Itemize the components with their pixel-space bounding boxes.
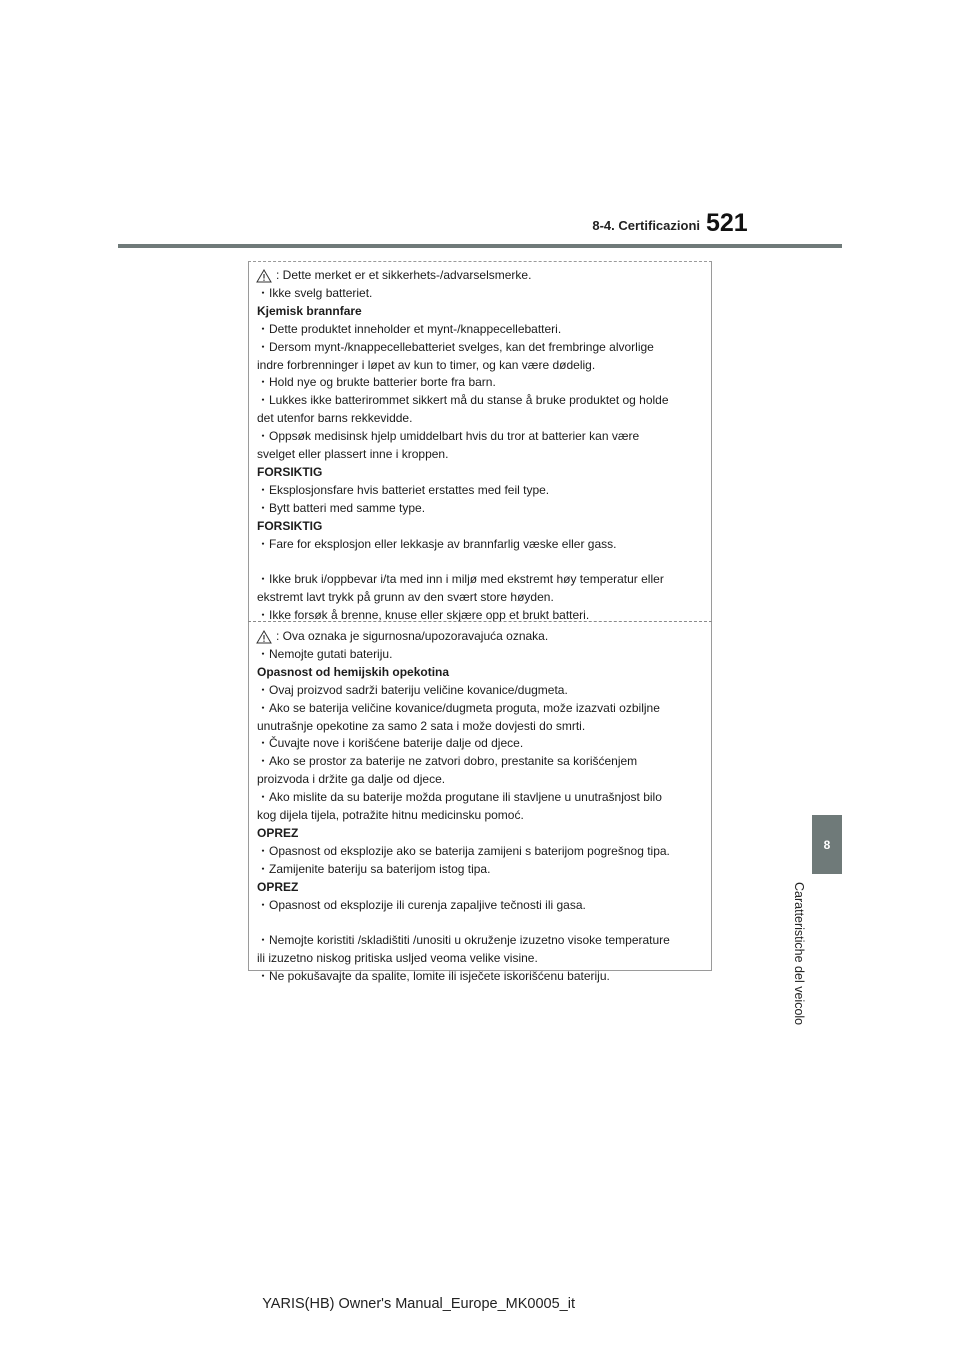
warning-triangle-icon <box>256 269 272 283</box>
notice-line: ・Dersom mynt-/knappecellebatteriet svelges, kan det frembringe alvorlige <box>257 339 654 354</box>
header-section-title: 8-4. Certificazioni <box>592 218 700 233</box>
notice-line: ili izuzetno niskog pritiska usljed veoma velike visine. <box>257 951 538 966</box>
notice-line: ・Ne pokušavajte da spalite, lomite ili isječete iskorišćenu bateriju. <box>257 969 610 984</box>
notice-line: proizvoda i držite ga dalje od djece. <box>257 772 446 787</box>
notice-heading: OPREZ <box>257 879 299 894</box>
notice-spacer <box>257 554 705 572</box>
norwegian-warning-text: : Dette merket er et sikkerhets-/advarselsmerke. <box>276 268 532 282</box>
notice-line: ・Dette produktet inneholder et mynt-/knappecellebatteri. <box>257 321 562 336</box>
notice-spacer <box>257 915 705 933</box>
notice-line: ・Ako se prostor za baterije ne zatvori dobro, prestanite sa korišćenjem <box>257 754 638 769</box>
notice-line: ・Nemojte gutati bateriju. <box>257 646 393 661</box>
notice-heading: Kjemisk brannfare <box>257 303 362 318</box>
notice-line: ・Opasnost od eksplozije ako se baterija zamijeni s baterijom pogrešnog tipa. <box>257 843 670 858</box>
battery-notice-box <box>248 261 712 984</box>
notice-line: ・Lukkes ikke batterirommet sikkert må du stanse å bruke produktet og holde <box>257 393 669 408</box>
norwegian-notice <box>257 267 705 625</box>
norwegian-warning-line <box>257 267 705 285</box>
notice-line: unutrašnje opekotine za samo 2 sata i može dovjesti do smrti. <box>257 718 586 733</box>
notice-line: svelget eller plassert inne i kroppen. <box>257 447 449 462</box>
notice-heading: FORSIKTIG <box>257 464 323 479</box>
notice-line: det utenfor barns rekkevidde. <box>257 411 413 426</box>
chapter-number: 8 <box>823 837 831 852</box>
footer-manual-id: YARIS(HB) Owner's Manual_Europe_MK0005_it <box>262 1296 575 1312</box>
notice-line: kog dijela tijela, potražite hitnu medicinsku pomoć. <box>257 808 524 823</box>
header-rule <box>118 244 842 248</box>
notice-line: ・Eksplosjonsfare hvis batteriet erstattes med feil type. <box>257 482 550 497</box>
notice-line: ・Ikke svelg batteriet. <box>257 285 373 300</box>
notice-line: ・Ako se baterija veličine kovanice/dugmeta proguta, može izazvati ozbiljne <box>257 700 660 715</box>
notice-line: ・Bytt batteri med samme type. <box>257 500 426 515</box>
notice-line: ・Oppsøk medisinsk hjelp umiddelbart hvis du tror at batterier kan være <box>257 429 640 444</box>
croatian-warning-text: : Ova oznaka je sigurnosna/upozoravajuća oznaka. <box>276 629 549 643</box>
notice-line: ・Ikke bruk i/oppbevar i/ta med inn i miljø med ekstremt høy temperatur eller <box>257 572 664 587</box>
notice-heading: Opasnost od hemijskih opekotina <box>257 664 450 679</box>
notice-line: ・Ako mislite da su baterije možda progutane ili stavljene u unutrašnjost bilo <box>257 790 662 805</box>
croatian-notice <box>257 628 705 986</box>
notice-line: ・Čuvajte nove i korišćene baterije dalje od djece. <box>257 736 524 751</box>
notice-line: ・Ikke forsøk å brenne, knuse eller skjære opp et brukt batteri. <box>257 608 590 623</box>
notice-line: ・Fare for eksplosjon eller lekkasje av brannfarlig væske eller gass. <box>257 536 617 551</box>
chapter-tab <box>812 815 842 874</box>
notice-line: ・Nemojte koristiti /skladištiti /unositi u okruženje izuzetno visoke temperature <box>257 933 670 948</box>
notice-line: ・Zamijenite bateriju sa baterijom istog tipa. <box>257 861 491 876</box>
notice-heading: OPREZ <box>257 825 299 840</box>
page-number: 521 <box>706 209 748 237</box>
notice-line: ・Opasnost od eksplozije ili curenja zapaljive tečnosti ili gasa. <box>257 897 586 912</box>
chapter-title: Caratteristiche del veicolo <box>792 882 806 1026</box>
warning-triangle-icon <box>256 630 272 644</box>
language-divider <box>248 621 712 622</box>
notice-heading: FORSIKTIG <box>257 518 323 533</box>
notice-line: ・Ovaj proizvod sadrži bateriju veličine kovanice/dugmeta. <box>257 682 568 697</box>
croatian-warning-line <box>257 628 705 646</box>
notice-line: ・Hold nye og brukte batterier borte fra barn. <box>257 375 496 390</box>
notice-line: ekstremt lavt trykk på grunn av den svært store høyden. <box>257 590 554 605</box>
notice-line: indre forbrenninger i løpet av kun to timer, og kan være dødelig. <box>257 357 596 372</box>
